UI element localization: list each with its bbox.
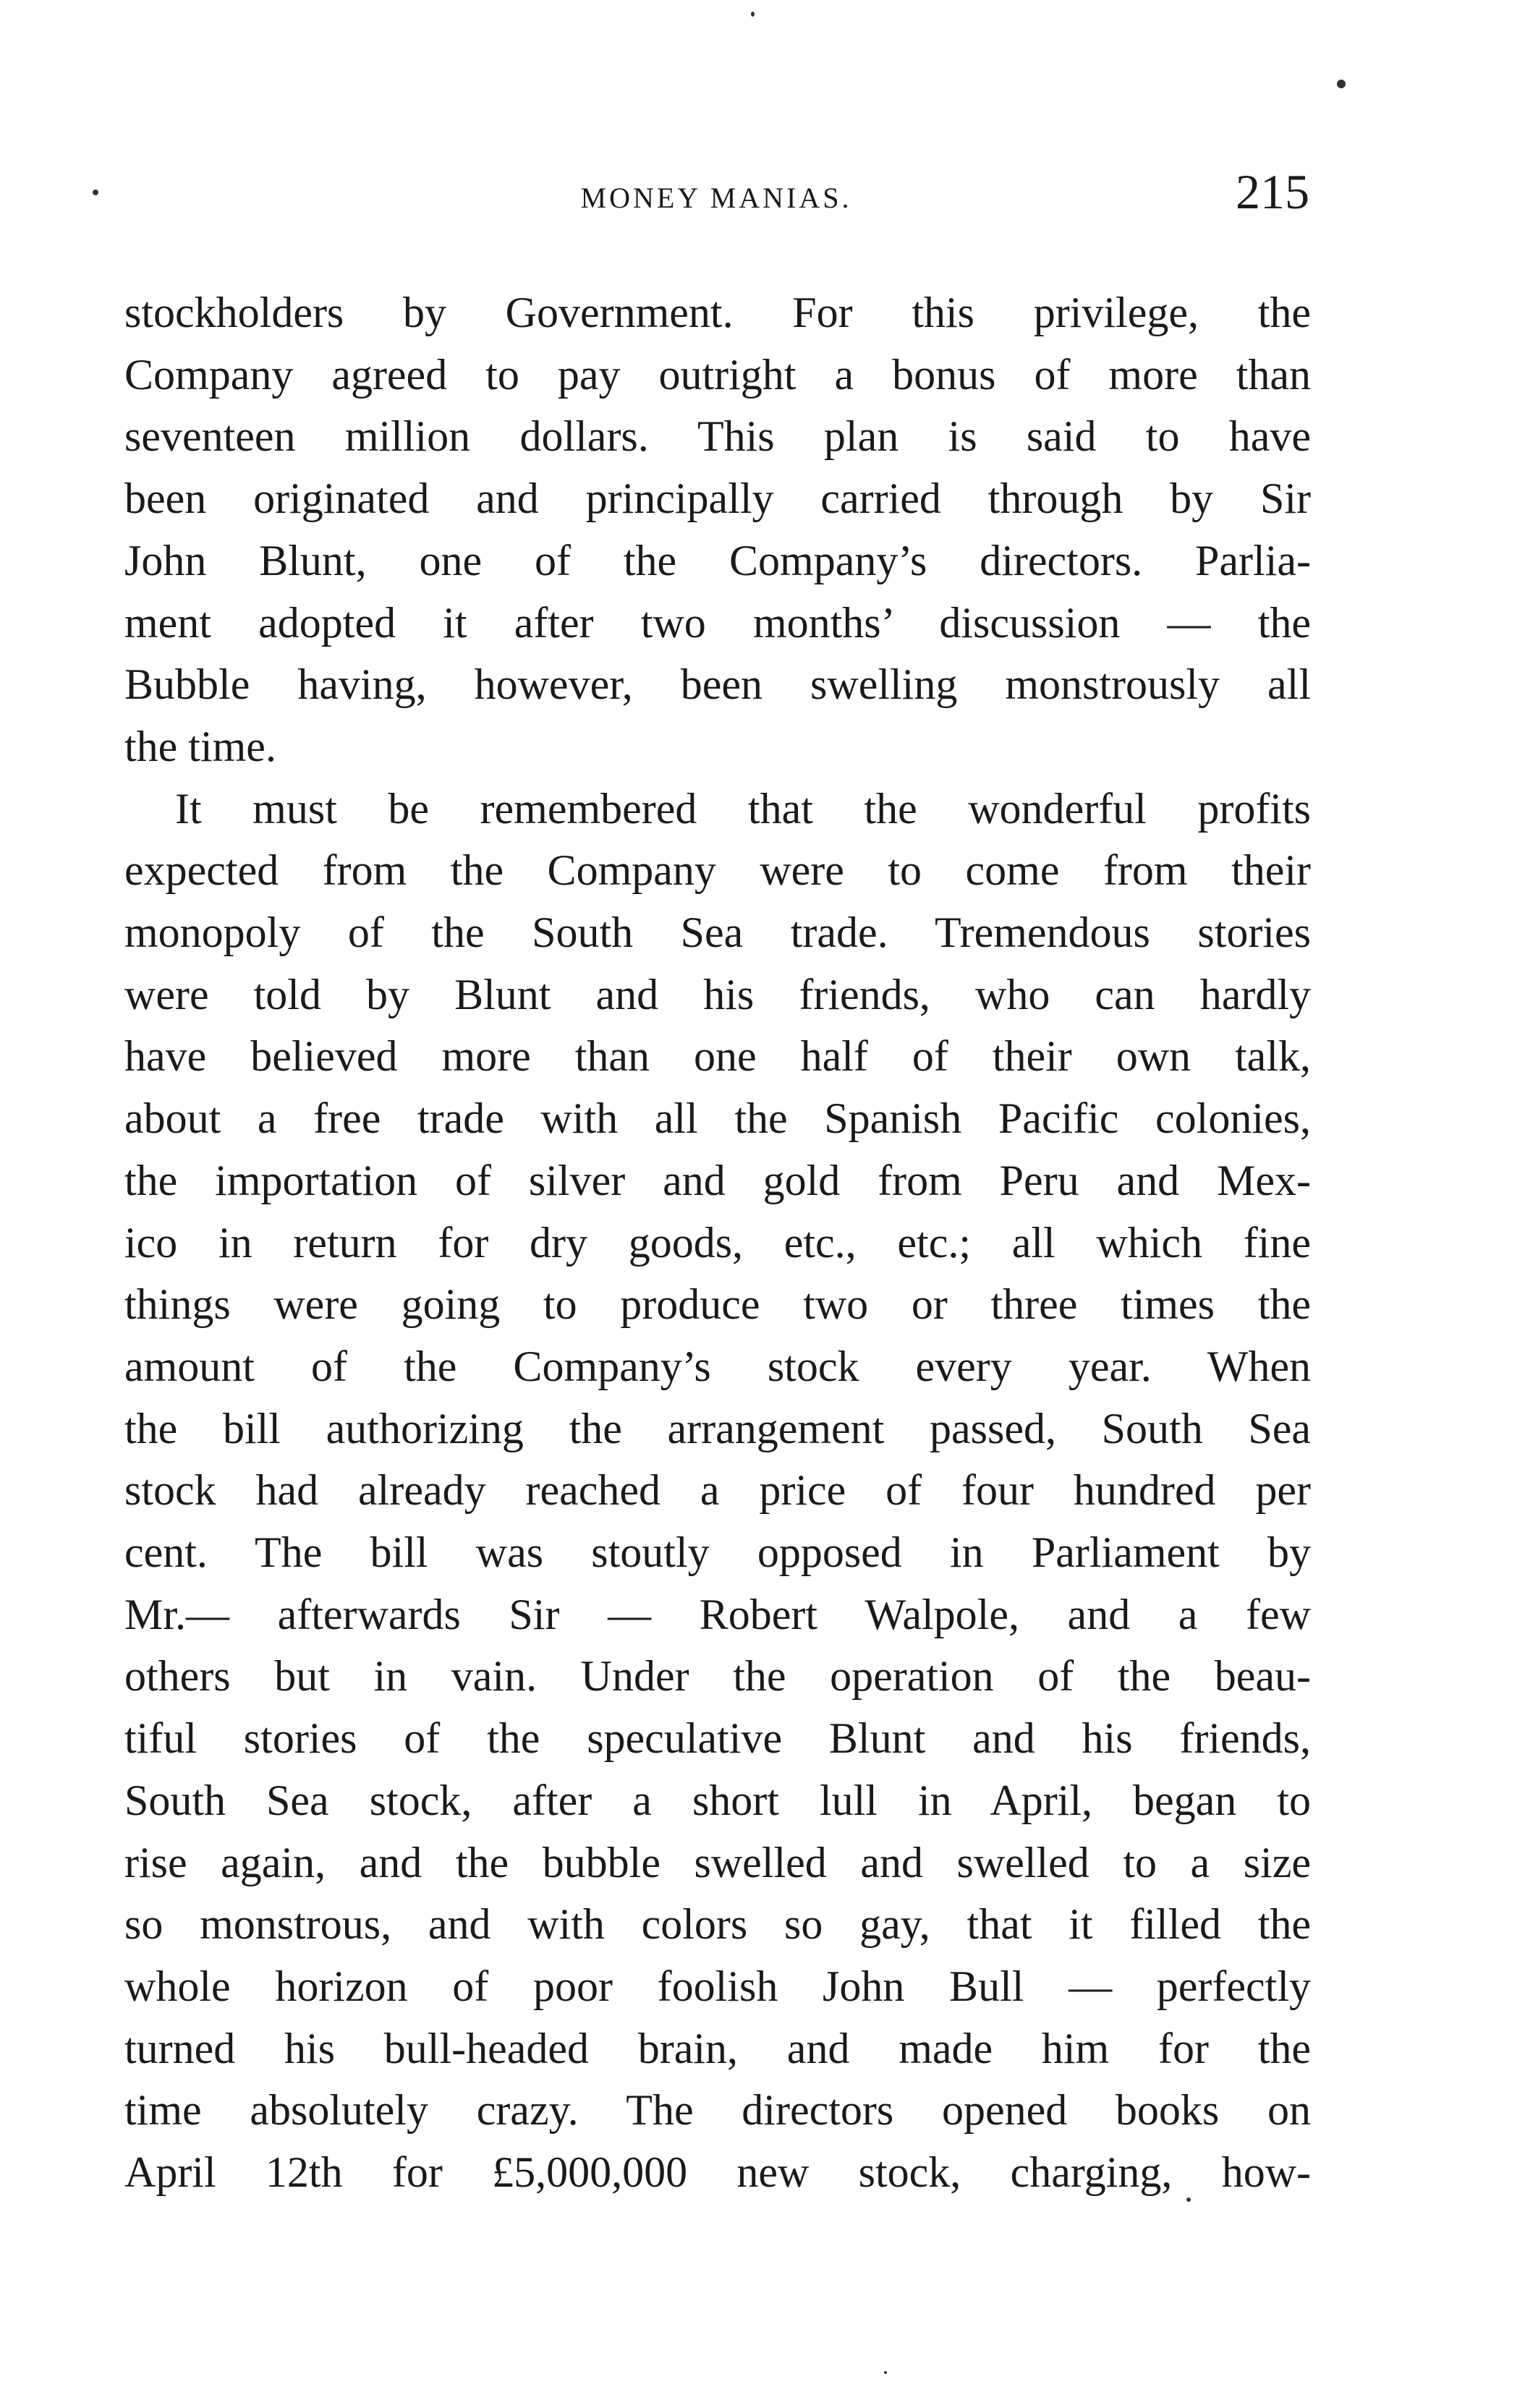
text-line: so monstrous, and with colors so gay, that it filled the bbox=[124, 1900, 1311, 1949]
text-line: have believed more than one half of their own talk, bbox=[124, 1032, 1311, 1081]
paragraph-2 bbox=[124, 778, 1311, 2204]
text-line: stock had already reached a price of four hundred per bbox=[124, 1466, 1311, 1515]
text-line: seventeen million dollars. This plan is said to have bbox=[124, 412, 1311, 461]
text-line: others but in vain. Under the operation of the beau- bbox=[124, 1652, 1311, 1701]
text-line: amount of the Company’s stock every year. When bbox=[124, 1342, 1311, 1390]
running-head: MONEY MANIAS. bbox=[580, 182, 852, 214]
text-line: South Sea stock, after a short lull in April, began to bbox=[124, 1776, 1311, 1824]
text-line: tiful stories of the speculative Blunt and his friends, bbox=[124, 1714, 1311, 1763]
page-header bbox=[123, 161, 1309, 226]
text-line: John Blunt, one of the Company’s directors. Parlia- bbox=[124, 536, 1311, 584]
text-line: whole horizon of poor foolish John Bull — perfectly bbox=[124, 1962, 1311, 2010]
body-text bbox=[124, 282, 1311, 2204]
text-line: stockholders by Government. For this privilege, the bbox=[124, 289, 1311, 336]
text-line: rise again, and the bubble swelled and swelled to a size bbox=[124, 1838, 1311, 1886]
text-line: time absolutely crazy. The directors opened books on bbox=[124, 2086, 1311, 2135]
page-number: 215 bbox=[1236, 164, 1309, 219]
scan-speck bbox=[1337, 80, 1346, 88]
paragraph-1 bbox=[124, 282, 1311, 778]
text-line: ment adopted it after two months’ discussion — the bbox=[124, 598, 1311, 647]
text-line: ico in return for dry goods, etc., etc.; all which fine bbox=[124, 1218, 1311, 1267]
text-line: It must be remembered that the wonderful profits bbox=[175, 784, 1311, 833]
text-line: things were going to produce two or three times the bbox=[124, 1280, 1311, 1329]
text-line: turned his bull-headed brain, and made him for the bbox=[124, 2024, 1311, 2072]
text-line: expected from the Company were to come from their bbox=[124, 846, 1311, 895]
text-line: monopoly of the South Sea trade. Tremendous stories bbox=[124, 909, 1311, 957]
scan-speck bbox=[884, 2371, 887, 2374]
text-line: Mr.— afterwards Sir — Robert Walpole, and a few bbox=[124, 1590, 1311, 1638]
text-line: the time. bbox=[124, 722, 276, 770]
text-line: the importation of silver and gold from Peru and Mex- bbox=[124, 1156, 1311, 1204]
scan-speck bbox=[751, 12, 755, 17]
text-line: about a free trade with all the Spanish Pacific colonies, bbox=[124, 1094, 1311, 1143]
text-line: Bubble having, however, been swelling monstrously all bbox=[124, 660, 1311, 709]
text-line: the bill authorizing the arrangement passed, South Sea bbox=[124, 1404, 1311, 1452]
text-line: April 12th for £5,000,000 new stock, charging, how- bbox=[124, 2148, 1311, 2197]
text-line: cent. The bill was stoutly opposed in Parliament by bbox=[124, 1528, 1311, 1577]
text-line: were told by Blunt and his friends, who can hardly bbox=[124, 970, 1311, 1018]
scan-speck bbox=[93, 190, 98, 195]
text-line: been originated and principally carried through by Sir bbox=[124, 475, 1311, 523]
text-line: Company agreed to pay outright a bonus of more than bbox=[124, 350, 1311, 399]
